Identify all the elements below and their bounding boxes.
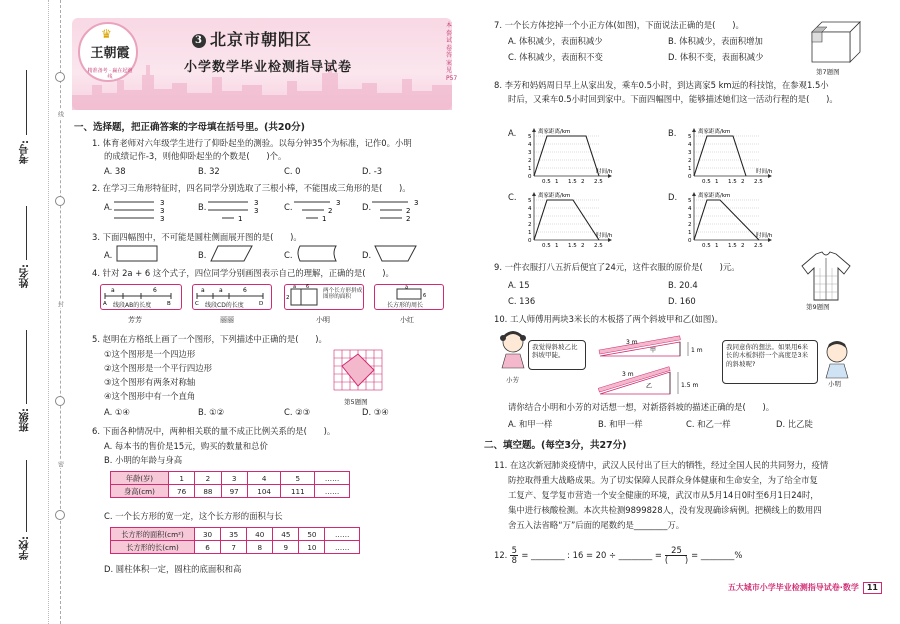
y-tick-label: 0 [528,174,532,180]
y-tick-label: 2 [688,222,692,228]
paper-subtitle: 小学数学毕业检测指导试卷 [184,60,353,75]
x-tick-label: 1 [555,243,559,249]
mark-tag: 密 [56,461,64,467]
table-cell: …… [325,528,360,541]
x-tick-label: 2.5 [594,179,603,185]
page-footer [728,582,882,594]
q4-name-fangfang: 芳芳 [128,316,142,324]
y-axis-label: 离家距离/km [698,129,731,135]
punch-hole [55,196,65,206]
table-cell: 1 [169,472,195,485]
q2-b-len1: 3 [254,199,259,207]
q6-text: 6. 下面各种情况中，两种相关联的量不成正比例关系的是( )。 [92,426,336,436]
table-row [111,472,350,485]
q3-rectangle-shape [116,245,160,263]
q10-ramp1-name: 甲 [650,347,657,354]
girl-speech-text: 我觉得斜坡乙比斜坡甲陡。 [532,343,578,360]
y-tick-label: 3 [688,150,692,156]
q12-number: 12. [494,550,508,561]
q12-equation [494,546,742,565]
table-cell: 50 [299,528,325,541]
q1-option-c[interactable]: C. 0 [284,166,301,176]
q8-graph-c [518,190,658,250]
x-tick-label: 1 [715,243,719,249]
q3-trapezoid-shape [374,245,418,263]
page-number: 11 [863,582,882,594]
paper-title [192,30,312,50]
table-cell: 104 [247,485,281,498]
q4-box-lili[interactable] [192,284,272,310]
q1-text-line1: 1. 体育老师对六年级学生进行了仰卧起坐的测验。以每分钟35个为标准，记作0。小明 [92,138,412,148]
q8-trip-line [694,200,759,240]
q1-option-b[interactable]: B. 32 [198,166,220,176]
q9-caption: 第9题图 [806,303,830,311]
q4-b1-label: 线段AB的长度 [113,302,152,309]
table-cell: 9 [273,541,299,554]
q8-graph-b [678,126,818,186]
q4-cd-a2: a [219,287,223,294]
q4-xm-6: 6 [306,284,310,290]
q10-option-d[interactable]: D. 比乙陡 [776,419,813,429]
y-tick-label: 0 [688,238,692,244]
q3-wavy-shape [296,245,340,263]
x-axis-label: 时间/h [756,233,773,239]
q10-ramp2-name: 乙 [646,383,653,390]
boy-speech-bubble [722,340,818,384]
q2-text: 2. 在学习三角形特征时，四名同学分别选取了三根小棒，不能围成三角形的是( )。 [92,183,411,193]
q4-name-xiaoming: 小明 [316,316,330,324]
q2-option-a[interactable]: A. [104,202,113,212]
q2-d-len3: 2 [406,215,411,223]
table-cell: 6 [195,541,221,554]
table-cell: 8 [247,541,273,554]
q4-b4-label: 长方形的周长 [387,302,424,309]
table-row [111,541,360,554]
q6-option-a[interactable]: A. 每本书的售价是15元，购买的数量和总价 [104,441,268,451]
header-banner [72,18,458,110]
q2-a-len1: 3 [160,199,165,207]
q4-point-d: D [259,301,264,307]
q3-text: 3. 下面四幅图中，不可能是圆柱侧面展开图的是( )。 [92,232,302,242]
punch-hole [55,396,65,406]
punch-hole [55,510,65,520]
x-tick-label: 2.5 [594,243,603,249]
q10-option-b[interactable]: B. 和甲一样 [598,419,643,429]
q8-text-line2: 时后，又乘车0.5小时回到家中。下面四幅图中，能够描述她们这一活动行程的是( )。 [508,94,838,104]
binder-strip [0,0,64,624]
table-cell: …… [315,485,350,498]
q10-ramp1-length: 3 m [626,339,638,346]
q8-trip-line [694,136,746,176]
q12-frac1-den: 8 [511,554,517,565]
q6-option-d[interactable]: D. 圆柱体积一定，圆柱的底面积和高 [104,564,242,574]
q7-option-d[interactable]: D. 体积不变，表面积减少 [668,52,764,62]
q2-a-len2: 3 [160,207,165,215]
table-cell: …… [315,472,350,485]
school-label: 学校: [20,536,31,560]
q11-text-line1: 11. 在这次新冠肺炎疫情中，武汉人民付出了巨大的牺牲，经过全国人民的共同努力，疫情 [494,460,829,470]
q5-option-a[interactable]: A. ①④ [104,407,130,417]
q3-option-c[interactable]: C. [284,250,293,260]
q3-option-b[interactable]: B. [198,250,207,260]
q2-option-c[interactable]: C. [284,202,293,212]
q2-d-len2: 2 [406,207,411,215]
y-tick-label: 1 [528,230,532,236]
y-tick-label: 5 [688,198,692,204]
q10-text: 10. 工人师傅用两块3米长的木板搭了两个斜坡甲和乙(如图)。 [494,314,723,324]
y-tick-label: 2 [528,222,532,228]
q8-graph-d [678,190,818,250]
q2-d-len1: 3 [414,199,419,207]
q10-name-xiaoming: 小明 [828,380,841,388]
seal-line [48,0,49,624]
footer-text: 五大城市小学毕业检测指导试卷·数学 [727,583,859,592]
y-tick-label: 3 [528,214,532,220]
table-cell: 111 [281,485,315,498]
y-tick-label: 1 [688,230,692,236]
q2-sticks-a [114,198,174,228]
q1-option-a[interactable]: A. 38 [104,166,126,176]
q3-option-d[interactable]: D. [362,250,372,260]
q4-cd-6: 6 [243,287,247,294]
seal-tag: 封 [56,301,64,307]
shirt-icon [800,250,852,302]
line-tag: 线 [56,111,64,117]
q8-option-c[interactable]: C. [508,192,517,202]
x-tick-label: 1 [555,179,559,185]
x-axis-label: 时间/h [596,169,613,175]
x-tick-label: 2 [581,243,585,249]
table-row [111,485,350,498]
answer-ref-tag: 本套试卷答案见P57 [446,22,458,82]
q8-option-b[interactable]: B. [668,128,677,138]
q8-trip-line [534,200,599,240]
section-title-fill-in: 二、填空题。(每空3分，共27分) [484,440,627,451]
x-tick-label: 1.5 [568,243,577,249]
q10-option-a[interactable]: A. 和甲一样 [508,419,553,429]
y-axis-arrow [692,128,696,132]
q7-option-a[interactable]: A. 体积减少，表面积减少 [508,36,603,46]
cut-line [60,0,61,624]
table-cell: 身高(cm) [111,485,169,498]
y-axis-arrow [692,192,696,196]
q2-option-d[interactable]: D. [362,202,372,212]
boy-speech-text: 我同意你的想法。如果用6米长的木板斜搭一个高度是3米的斜坡呢? [726,343,809,368]
q12-tail[interactable]: = ________% [691,550,743,561]
q7-caption: 第7题图 [816,68,840,76]
q10-ramps-figure [596,332,712,402]
logo-subtext: 精准备考 · 赢在起跑线 [87,68,133,81]
q4-rectangle-perimeter [375,285,443,303]
q12-middle[interactable]: = ________ : 16 = 20 ÷ ________ = [521,550,662,561]
q5-statement-3: ③这个图形有两条对称轴 [104,377,196,387]
exam-id-field[interactable] [26,70,27,135]
table-cell: 10 [299,541,325,554]
q12-fraction-1 [510,546,518,565]
x-tick-label: 2 [581,179,585,185]
q4-ab-a: a [111,287,115,294]
table-cell: 30 [195,528,221,541]
q4-box-xiaohong[interactable] [374,284,444,310]
q4-text: 4. 针对 2a + 6 这个式子，四位同学分别画图表示自己的理解，正确的是( )。 [92,268,394,278]
q12-frac2-den[interactable]: ( ) [664,554,689,565]
q4-two-rectangles [285,285,323,309]
q8-option-a[interactable]: A. [508,128,517,138]
q4-point-b: B [167,301,171,307]
q7-option-c[interactable]: C. 体积减少，表面积不变 [508,52,603,62]
q1-text-line2: 的成绩记作-3，则他仰卧起坐的个数是( )个。 [104,151,287,161]
q6-option-c[interactable]: C. 一个长方形的宽一定，这个长方形的面积与长 [104,511,283,521]
q2-sticks-d [372,198,432,228]
y-tick-label: 1 [688,166,692,172]
q12-fraction-2[interactable] [665,546,688,565]
table-cell: 35 [221,528,247,541]
y-tick-label: 2 [528,158,532,164]
q4-b3-label: 两个长方形拼成图形的面积 [323,288,363,301]
q8-trip-line [534,136,599,176]
q7-option-b[interactable]: B. 体积减少，表面积增加 [668,36,763,46]
q9-option-c[interactable]: C. 136 [508,296,536,306]
q3-parallelogram-shape [210,245,254,263]
paper-number-badge: 3 [192,34,206,48]
table-cell: 2 [195,472,221,485]
student-name-label: 姓名: [20,264,31,288]
q2-c-len2: 2 [328,207,333,215]
q7-cuboid-figure [808,18,864,68]
y-tick-label: 2 [688,158,692,164]
y-tick-label: 5 [528,134,532,140]
q4-xm-side-2: 2 [286,295,290,301]
y-axis-label: 离家距离/km [698,193,731,199]
q5-caption: 第5题图 [344,398,368,406]
q6-table-area-length [110,527,360,554]
q2-a-len3: 3 [160,215,165,223]
y-tick-label: 0 [688,174,692,180]
table-cell: 76 [169,485,195,498]
x-axis-label: 时间/h [596,233,613,239]
table-cell: 45 [273,528,299,541]
q4-box-xiaoming[interactable] [284,284,364,310]
q4-xm-a: a [293,284,297,290]
x-tick-label: 2.5 [754,179,763,185]
y-tick-label: 5 [528,198,532,204]
table-cell: 7 [221,541,247,554]
x-tick-label: 0.5 [542,243,551,249]
q4-cd-a1: a [201,287,205,294]
x-tick-label: 0.5 [702,243,711,249]
q10-name-xiaofang: 小芳 [506,376,519,384]
q6-table-age-height [110,471,350,498]
q4-point-c: C [195,301,199,307]
girl-avatar [498,328,528,370]
x-tick-label: 2 [741,179,745,185]
logo-text: 王朝霞 [90,46,130,61]
q5-grid-figure [332,348,388,398]
q11-text-line2: 防控取得重大战略成果。为了切实保障人民群众身体健康和生命安全，为了给全市复 [508,475,818,485]
boy-avatar [822,338,852,380]
q9-text: 9. 一件衣服打八五折后便宜了24元，这件衣服的原价是( )元。 [494,262,740,272]
q8-option-d[interactable]: D. [668,192,678,202]
q2-b-len2: 3 [254,207,259,215]
q8-graph-a [518,126,658,186]
q3-option-a[interactable]: A. [104,250,113,260]
q2-c-len3: 1 [322,215,327,223]
q12-frac1-num: 5 [511,545,517,555]
table-cell: 5 [281,472,315,485]
y-tick-label: 1 [528,166,532,172]
table-cell: 40 [247,528,273,541]
q11-text-line5: 舍五入法省略“万”后面的尾数约是________万。 [508,520,685,530]
y-axis-arrow [532,128,536,132]
q6-option-b[interactable]: B. 小明的年龄与身高 [104,455,183,465]
table-cell: 4 [247,472,281,485]
q11-text-line3: 工复产、复学复市营造一个安全健康的环境，武汉市从5月14日0时至6月1日24时， [508,490,819,500]
y-axis-label: 离家距离/km [538,193,571,199]
y-tick-label: 3 [688,214,692,220]
y-tick-label: 0 [528,238,532,244]
q5-statement-2: ②这个图形是一个平行四边形 [104,363,213,373]
x-tick-label: 0.5 [702,179,711,185]
table-cell: 3 [221,472,247,485]
table-cell: 97 [221,485,247,498]
brand-logo [78,22,138,82]
q5-option-d[interactable]: D. ③④ [362,407,389,417]
q5-text: 5. 赵明在方格纸上画了一个图形，下列描述中正确的是( )。 [92,334,327,344]
q4-xh-side: 6 [423,293,427,299]
q10-ramp2-height: 1.5 m [681,382,699,389]
x-tick-label: 1 [715,179,719,185]
table-cell: 年龄(岁) [111,472,169,485]
q5-option-c[interactable]: C. ②③ [284,407,311,417]
q2-c-len1: 3 [336,199,341,207]
y-tick-label: 4 [688,206,692,212]
q5-statement-4: ④这个图形中有一个直角 [104,391,196,401]
paper-title-text: 北京市朝阳区 [210,30,313,49]
q8-text-line1: 8. 李芳和妈妈周日早上从家出发，乘车0.5小时，到达离家5 km远的科技馆，在参观1.5小 [494,80,829,90]
x-tick-label: 1.5 [728,179,737,185]
class-field[interactable] [26,330,27,404]
y-tick-label: 4 [528,142,532,148]
y-tick-label: 3 [528,150,532,156]
y-axis-label: 离家距离/km [538,129,571,135]
q4-name-lili: 丽丽 [220,316,234,324]
y-tick-label: 4 [528,206,532,212]
y-tick-label: 4 [688,142,692,148]
y-axis-arrow [532,192,536,196]
q1-option-d[interactable]: D. -3 [362,166,383,176]
x-tick-label: 1.5 [568,179,577,185]
y-tick-label: 5 [688,134,692,140]
q9-option-d[interactable]: D. 160 [668,296,696,306]
x-tick-label: 0.5 [542,179,551,185]
q5-option-b[interactable]: B. ①② [198,407,225,417]
student-name-field[interactable] [26,206,27,260]
q12-frac2-num: 25 [671,545,682,555]
q7-text: 7. 一个长方体挖掉一个小正方体(如图)，下面说法正确的是( )。 [494,20,744,30]
x-tick-label: 1.5 [728,243,737,249]
table-cell: …… [325,541,360,554]
q11-text-line4: 集中进行核酸检测。本次共检测9899828人，没有发现确诊病例。把横线上的数用四 [508,505,822,515]
q4-ab-6: 6 [153,287,157,294]
exam-id-label: 考号: [20,140,31,164]
q2-sticks-c [294,198,354,228]
q4-box-fangfang[interactable] [100,284,182,310]
table-cell: 长方形的长(cm) [111,541,195,554]
q10-ramp2-length: 3 m [622,371,634,378]
x-axis-label: 时间/h [756,169,773,175]
class-label: 班级: [20,408,31,432]
x-tick-label: 2 [741,243,745,249]
q4-b2-label: 线段CD的长度 [205,302,244,309]
punch-hole [55,72,65,82]
q9-option-b[interactable]: B. 20.4 [668,280,698,290]
q9-option-a[interactable]: A. 15 [508,280,530,290]
q4-name-xiaohong: 小红 [400,316,414,324]
q10-ramp1-height: 1 m [691,347,703,354]
table-cell: 88 [195,485,221,498]
q2-b-len3: 1 [238,215,243,223]
q10-option-c[interactable]: C. 和乙一样 [686,419,731,429]
school-field[interactable] [26,460,27,532]
table-row [111,528,360,541]
q10-question: 请你结合小明和小芳的对话想一想，对新搭斜坡的描述正确的是( )。 [508,402,775,412]
x-tick-label: 2.5 [754,243,763,249]
table-cell: 长方形的面积(cm²) [111,528,195,541]
crown-icon: ♛ [101,27,112,41]
q2-option-b[interactable]: B. [198,202,207,212]
girl-speech-bubble [528,340,586,370]
section-title-choice: 一、选择题，把正确答案的字母填在括号里。(共20分) [74,122,305,133]
q5-statement-1: ①这个图形是一个四边形 [104,349,196,359]
q4-xh-a: a [405,284,409,291]
q4-point-a: A [103,301,107,307]
q2-sticks-b [208,198,268,228]
